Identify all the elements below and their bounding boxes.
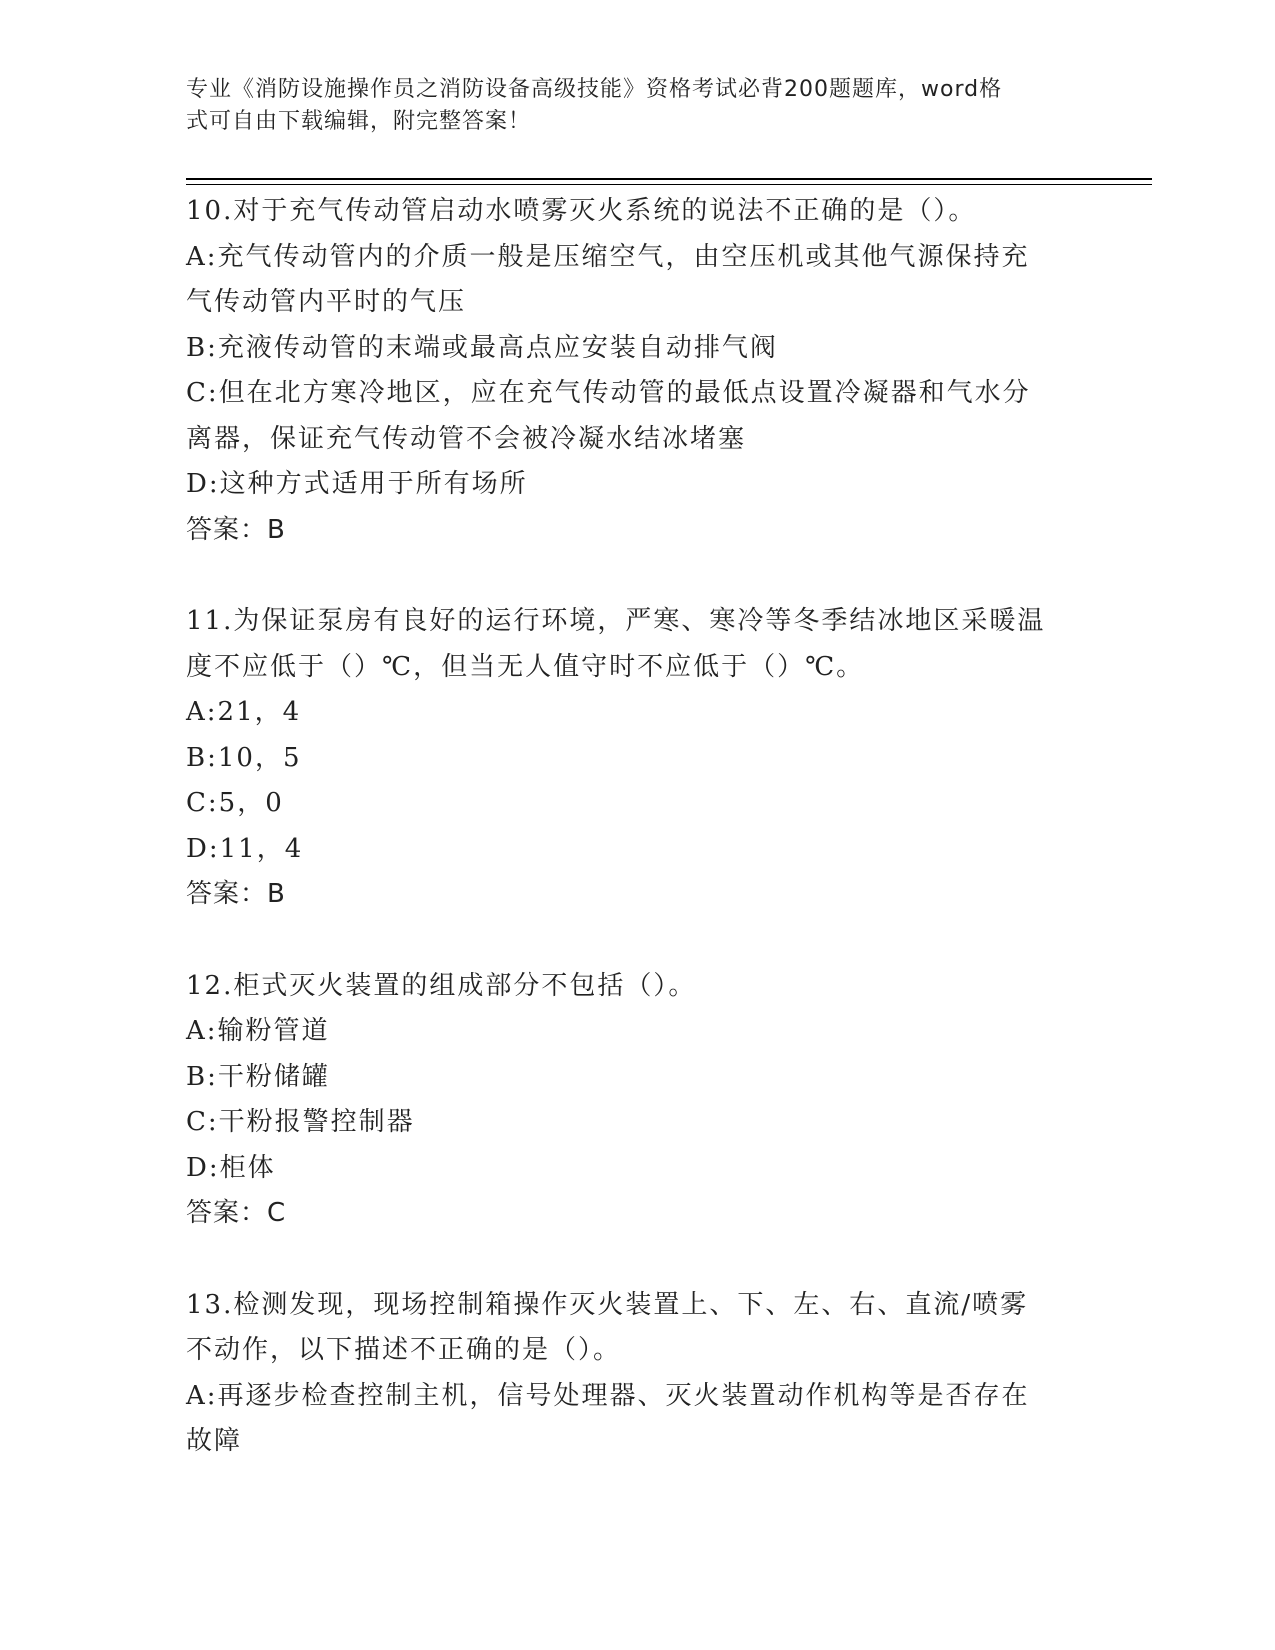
question-item <box>186 1283 1066 1465</box>
question-spacer <box>186 1237 1066 1283</box>
question-stem: 10.对于充气传动管启动水喷雾灭火系统的说法不正确的是（）。 <box>186 196 977 226</box>
question-stem: 13.检测发现，现场控制箱操作灭火装置上、下、左、右、直流/喷雾 <box>186 1289 1029 1320</box>
option-line: D:柜体 <box>186 1152 276 1183</box>
document-header <box>186 74 1066 138</box>
answer-label: 答案：B <box>186 879 286 909</box>
question-item <box>186 189 1066 553</box>
option-line: 离器，保证充气传动管不会被冷凝水结冰堵塞 <box>186 423 747 454</box>
header-divider-thin <box>186 184 1152 185</box>
option-line: B:充液传动管的末端或最高点应安装自动排气阀 <box>186 332 778 363</box>
option-line: C:5，0 <box>186 788 284 818</box>
option-line: C:干粉报警控制器 <box>186 1107 415 1137</box>
question-spacer <box>186 553 1066 599</box>
answer-label: 答案：B <box>186 514 286 545</box>
question-item <box>186 964 1066 1237</box>
option-line: D:这种方式适用于所有场所 <box>186 469 528 499</box>
header-divider-thick <box>186 178 1152 180</box>
option-line: D:11，4 <box>186 833 304 864</box>
question-stem: 11.为保证泵房有良好的运行环境，严寒、寒冷等冬季结冰地区采暖温 <box>186 606 1046 636</box>
option-line: 故障 <box>186 1426 243 1456</box>
option-line: A:21，4 <box>186 697 302 727</box>
header-intro-line: 专业《消防设施操作员之消防设备高级技能》资格考试必背200题题库，word格 <box>186 77 1003 102</box>
option-line: A:输粉管道 <box>186 1016 330 1046</box>
option-line: A:充气传动管内的介质一般是压缩空气，由空压机或其他气源保持充 <box>186 241 1030 272</box>
option-line: 气传动管内平时的气压 <box>186 287 467 317</box>
option-line: C:但在北方寒冷地区，应在充气传动管的最低点设置冷凝器和气水分 <box>186 378 1031 408</box>
answer-label: 答案：C <box>186 1198 287 1228</box>
option-line: B:干粉储罐 <box>186 1061 330 1092</box>
question-spacer <box>186 918 1066 964</box>
header-intro-line: 式可自由下载编辑，附完整答案！ <box>186 109 532 134</box>
option-line: A:再逐步检查控制主机，信号处理器、灭火装置动作机构等是否存在 <box>186 1380 1030 1411</box>
question-item <box>186 599 1066 918</box>
question-list <box>186 189 1066 1465</box>
question-stem: 12.柜式灭火装置的组成部分不包括（）。 <box>186 970 697 1001</box>
question-stem: 度不应低于（）℃，但当无人值守时不应低于（）℃。 <box>186 651 865 682</box>
question-stem: 不动作，以下描述不正确的是（）。 <box>186 1335 622 1365</box>
option-line: B:10，5 <box>186 742 302 773</box>
